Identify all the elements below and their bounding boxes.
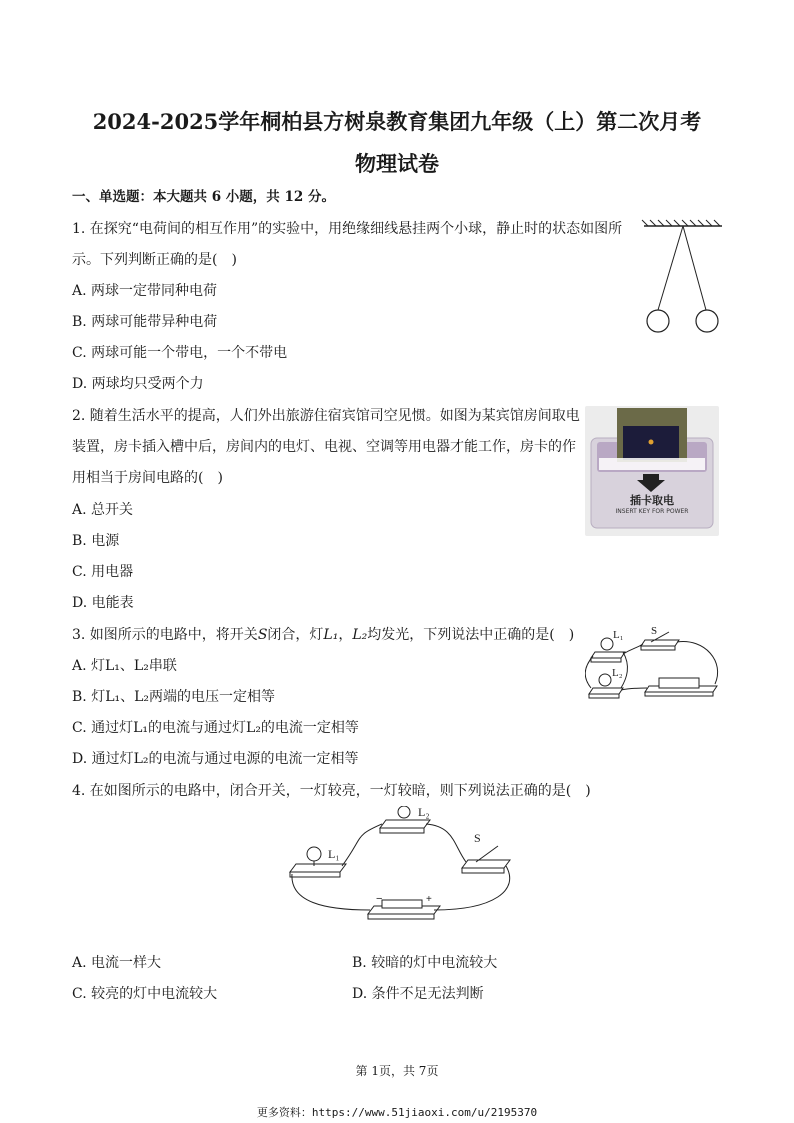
q1-option-c: C. 两球可能一个带电，一个不带电 (72, 345, 288, 361)
q1-option-a: A. 两球一定带同种电荷 (72, 283, 218, 299)
q3-option-a: A. 灯L₁、L₂串联 (72, 658, 177, 674)
section-heading: 一、单选题：本大题共 6 小题，共 12 分。 (72, 189, 335, 205)
q2-stem-line3: 用相当于房间电路的( ) (72, 470, 223, 486)
page-number: 第 1页，共 7页 (355, 1064, 439, 1078)
q1-option-d: D. 两球均只受两个力 (72, 376, 204, 392)
q1-stem-line1: 1. 在探究“电荷间的相互作用”的实验中，用绝缘细线悬挂两个小球，静止时的状态如图所 (72, 221, 623, 237)
q4-fig-label-s: S (474, 831, 481, 845)
q4-option-a: A. 电流一样大 (72, 955, 162, 971)
q3-stem-switch: S (257, 627, 268, 643)
q4-fig-minus: − (376, 893, 383, 905)
q3-option-d: D. 通过灯L₂的电流与通过电源的电流一定相等 (72, 751, 359, 767)
q2-option-b: B. 电源 (72, 533, 120, 549)
q4-fig-label-l1: L₁ (328, 847, 340, 861)
q3-stem-prefix: 3. 如图所示的电路中，将开关 (72, 627, 258, 643)
q2-stem-line1: 2. 随着生活水平的提高，人们外出旅游住宿宾馆司空见惯。如图为某宾馆房间取电 (72, 408, 580, 424)
q2-key-slot-figure (585, 406, 719, 536)
q3-fig-label-l1: L₁ (613, 629, 624, 641)
q3-fig-label-s: S (651, 625, 658, 637)
q4-option-b: B. 较暗的灯中电流较大 (352, 955, 498, 971)
q4-option-c: C. 较亮的灯中电流较大 (72, 986, 218, 1002)
q4-circuit-figure (284, 806, 516, 924)
q4-stem: 4. 在如图所示的电路中，闭合开关，一灯较亮，一灯较暗，则下列说法正确的是( ) (72, 783, 591, 799)
q3-stem (72, 626, 574, 644)
q2-option-d: D. 电能表 (72, 595, 134, 611)
source-link[interactable]: 更多资料：https://www.51jiaoxi.com/u/2195370 (256, 1106, 538, 1119)
q1-stem-line2: 示。下列判断正确的是( ) (72, 252, 237, 268)
q3-circuit-figure (585, 622, 725, 704)
q3-option-b: B. 灯L₁、L₂两端的电压一定相等 (72, 689, 276, 705)
q1-pendulum-figure (638, 218, 728, 340)
q4-option-d: D. 条件不足无法判断 (352, 986, 484, 1002)
exam-title: 2024-2025学年桐柏县方树泉教育集团九年级（上）第二次月考 (92, 109, 702, 134)
q3-option-c: C. 通过灯L₁的电流与通过灯L₂的电流一定相等 (72, 720, 359, 736)
q3-stem-l1: L₁ (323, 627, 339, 643)
q2-figure-label-cn: 插卡取电 (630, 494, 674, 507)
q2-option-c: C. 用电器 (72, 564, 134, 580)
q3-stem-sep: ， (338, 627, 353, 643)
q3-stem-l2: L₂ (352, 627, 368, 643)
q4-fig-label-l2: L₂ (418, 806, 430, 819)
exam-subject: 物理试卷 (355, 151, 439, 176)
q3-fig-label-l2: L₂ (612, 667, 623, 679)
q3-stem-mid: 闭合，灯 (267, 627, 324, 643)
q2-figure-label-en: INSERT KEY FOR POWER (615, 508, 689, 515)
q2-stem-line2: 装置，房卡插入槽中后，房间内的电灯、电视、空调等用电器才能工作，房卡的作 (72, 439, 576, 455)
q1-option-b: B. 两球可能带异种电荷 (72, 314, 218, 330)
q4-fig-plus: + (426, 894, 432, 905)
q2-option-a: A. 总开关 (72, 502, 134, 518)
q3-stem-suffix: 均发光，下列说法中正确的是( ) (367, 627, 575, 643)
